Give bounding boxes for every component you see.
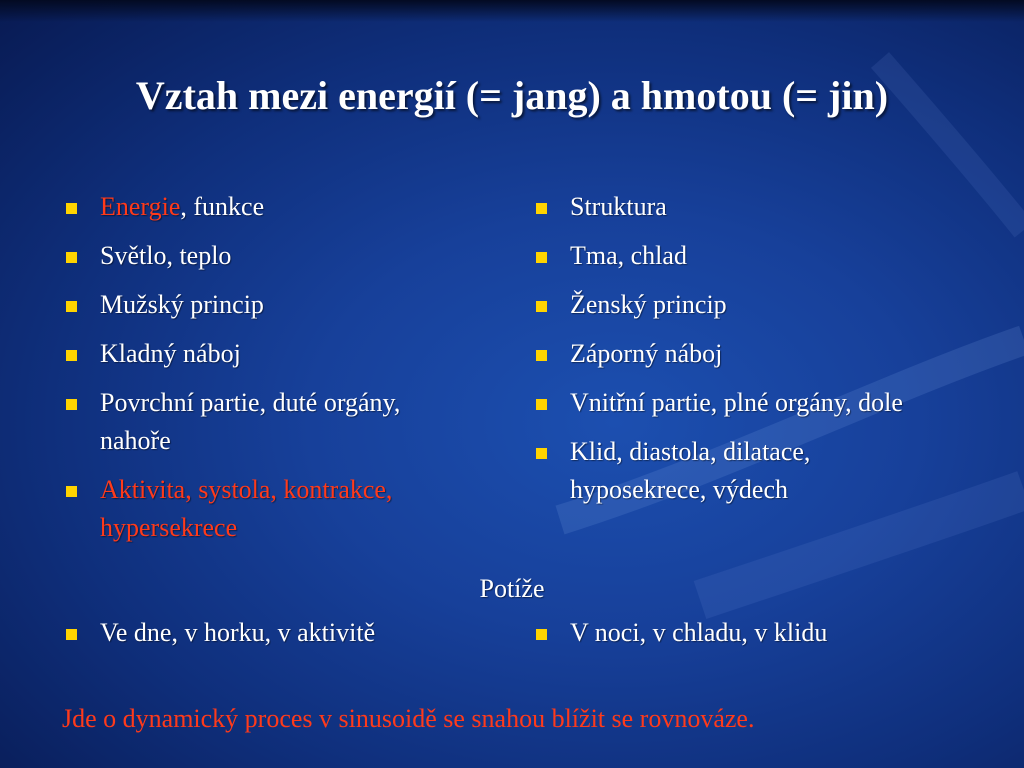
bullet-square-icon [536,448,547,459]
item-text: Klid, diastola, dilatace, hyposekrece, výdech [570,437,811,504]
bullet-square-icon [536,629,547,640]
item-text: Ve dne, v horku, v aktivitě [100,618,376,647]
list-item [62,237,472,275]
bullet-square-icon [66,252,77,263]
left-potize-column [62,614,472,663]
right-potize-column [532,614,942,663]
footer-note: Jde o dynamický proces v sinusoidě se snahou blížit se rovnováze. [62,704,755,733]
list-item [62,614,472,652]
top-dark-band [0,0,1024,22]
list-item [532,286,942,324]
list-item [532,433,942,509]
highlight-text: Aktivita, systola, kontrakce, hypersekrece [100,475,393,542]
left-column [62,188,472,558]
list-item [532,384,942,422]
item-text: Ženský princip [570,290,727,319]
list-item [532,614,942,652]
slide-title: Vztah mezi energií (= jang) a hmotou (= jin) [135,73,889,118]
item-text: Vnitřní partie, plné orgány, dole [570,388,903,417]
bullet-square-icon [536,203,547,214]
item-text: Povrchní partie, duté orgány, nahoře [100,388,401,455]
bullet-square-icon [66,203,77,214]
list-item [532,188,942,226]
list-item [62,286,472,324]
list-item [532,237,942,275]
list-item [532,335,942,373]
bullet-square-icon [66,629,77,640]
item-text: , funkce [180,192,265,221]
item-text: Struktura [570,192,667,221]
item-text: Kladný náboj [100,339,241,368]
item-text: Mužský princip [100,290,264,319]
item-text: Záporný náboj [570,339,723,368]
list-item [62,335,472,373]
item-text: Tma, chlad [570,241,687,270]
bullet-square-icon [536,399,547,410]
bullet-square-icon [66,399,77,410]
list-item [62,188,472,226]
bullet-square-icon [536,350,547,361]
list-item [62,384,472,460]
item-text: V noci, v chladu, v klidu [570,618,828,647]
bullet-square-icon [536,252,547,263]
section-label-potize: Potíže [479,574,545,603]
highlight-text: Energie [100,192,181,221]
bullet-square-icon [536,301,547,312]
bullet-square-icon [66,350,77,361]
bullet-square-icon [66,486,77,497]
right-column [532,188,942,520]
bullet-square-icon [66,301,77,312]
list-item [62,471,472,547]
item-text: Světlo, teplo [100,241,232,270]
